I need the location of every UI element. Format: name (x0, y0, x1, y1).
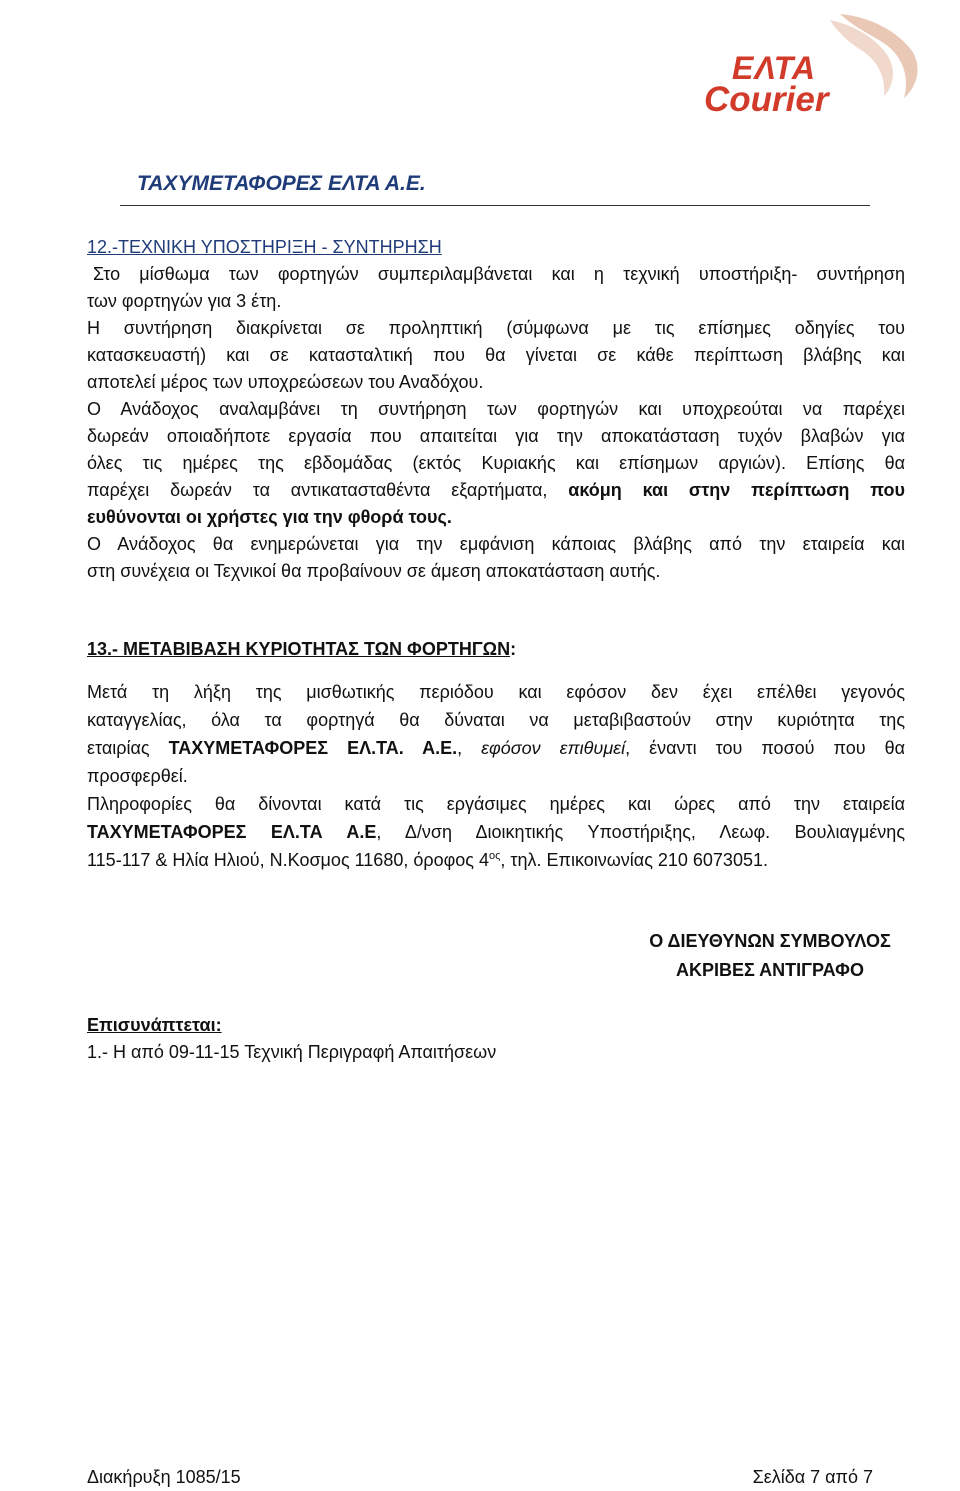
attachment-item-1: 1.- Η από 09-11-15 Τεχνική Περιγραφή Απαιτήσεων (87, 1042, 497, 1062)
section-13-p1-l4: προσφερθεί. (87, 766, 188, 786)
footer-doc-number: Διακήρυξη 1085/15 (87, 1467, 241, 1487)
section-13-p2-l2 (87, 818, 905, 846)
logo-elta-text: ΕΛΤΑ (732, 50, 817, 86)
section-13-title-colon: : (510, 639, 517, 659)
section-13-title: 13.- ΜΕΤΑΒΙΒΑΣΗ ΚΥΡΙΟΤΗΤΑΣ ΤΩΝ ΦΟΡΤΗΓΩΝ (87, 639, 511, 659)
section-12-p2-l2: κατασκευαστή) και σε κατασταλτική που θα γίνεται σε κάθε περίπτωση βλάβης και (87, 345, 905, 365)
section-12 (87, 234, 905, 585)
section-13-p1-l3-e: , έναντι του ποσού που θα (625, 738, 905, 758)
section-13-p2-company: ΤΑΧΥΜΕΤΑΦΟΡΕΣ ΕΛ.ΤΑ Α.Ε (87, 822, 377, 842)
section-12-p2-l3: αποτελεί μέρος των υποχρεώσεων του Αναδόχου. (87, 372, 484, 392)
section-13-p1-l3 (87, 734, 905, 762)
section-12-p4-l1: Ο Ανάδοχος θα ενημερώνεται για την εμφάνιση κάποιας βλάβης από την εταιρεία και (87, 534, 905, 554)
section-13-p1-l3-a: εταιρίας (87, 738, 169, 758)
header-divider (120, 205, 870, 206)
signature-block (600, 927, 940, 985)
section-13-p2-l2-rest: , Δ/νση Διοικητικής Υποστήριξης, Λεωφ. Βουλιαγμένης (376, 822, 905, 842)
section-13 (87, 636, 905, 663)
section-12-p3-l4-normal: παρέχει δωρεάν τα αντικατασταθέντα εξαρτήματα, (87, 480, 569, 500)
section-13-p1-l3-italic: εφόσον επιθυμεί (481, 738, 626, 758)
section-12-p1-l1: Στο μίσθωμα των φορτηγών συμπεριλαμβάνεται και η τεχνική υποστήριξη- συντήρηση (93, 264, 905, 284)
section-13-p2-l3-b: , τηλ. Επικοινωνίας 210 6073051. (500, 850, 768, 870)
section-12-p3-l3: όλες τις ημέρες της εβδομάδας (εκτός Κυριακής και επίσημων αργιών). Επίσης θα (87, 453, 905, 473)
section-13-floor-sup: ος (488, 850, 501, 862)
attachments (87, 1012, 687, 1066)
section-13-company: ΤΑΧΥΜΕΤΑΦΟΡΕΣ ΕΛ.ΤΑ. Α.Ε. (168, 738, 458, 758)
section-12-p3-l4-bold: ακόμη και στην περίπτωση που (568, 480, 905, 500)
attachments-title: Επισυνάπτεται: (87, 1015, 222, 1035)
section-12-p3-l4 (87, 477, 905, 504)
section-12-p3-l1: Ο Ανάδοχος αναλαμβάνει τη συντήρηση των φορτηγών και υποχρεούται να παρέχει (87, 399, 905, 419)
section-13-p2-l3-a: 115-117 & Ηλία Ηλιού, Ν.Κοσμος 11680, όροφος 4 (87, 850, 489, 870)
company-header: ΤΑΧΥΜΕΤΑΦΟΡΕΣ ΕΛΤΑ Α.Ε. (137, 172, 426, 195)
section-12-p1-l2: των φορτηγών για 3 έτη. (87, 291, 282, 311)
section-12-p3-l2: δωρεάν οποιαδήποτε εργασία που απαιτείται για την αποκατάσταση τυχόν βλαβών για (87, 426, 905, 446)
section-12-p4-l2: στη συνέχεια οι Τεχνικοί θα προβαίνουν σε άμεση αποκατάσταση αυτής. (87, 561, 661, 581)
footer-page-number: Σελίδα 7 από 7 (752, 1467, 873, 1487)
section-13-p1-l2: καταγγελίας, όλα τα φορτηγά θα δύναται να μεταβιβαστούν στην κυριότητα της (87, 710, 905, 730)
signature-copy-note: ΑΚΡΙΒΕΣ ΑΝΤΙΓΡΑΦΟ (676, 960, 864, 980)
section-12-title: 12.-ΤΕΧΝΙΚΗ ΥΠΟΣΤΗΡΙΞΗ - ΣΥΝΤΗΡΗΣΗ (87, 237, 442, 257)
signature-title: Ο ΔΙΕΥΘΥΝΩΝ ΣΥΜΒΟΥΛΟΣ (649, 931, 891, 951)
logo-courier-text: Courier (704, 80, 829, 119)
section-13-body (87, 678, 905, 874)
section-13-p2-l1: Πληροφορίες θα δίνονται κατά τις εργάσιμες ημέρες και ώρες από την εταιρεία (87, 794, 905, 814)
section-12-p3-l5: ευθύνονται οι χρήστες για την φθορά τους. (87, 507, 452, 527)
section-13-p1-l3-c: , (457, 738, 482, 758)
section-12-p2-l1: Η συντήρηση διακρίνεται σε προληπτική (σύμφωνα με τις επίσημες οδηγίες του (87, 318, 905, 338)
section-13-p2-l3 (87, 846, 905, 874)
section-13-p1-l1: Μετά τη λήξη της μισθωτικής περιόδου και εφόσον δεν έχει επέλθει γεγονός (87, 682, 905, 702)
